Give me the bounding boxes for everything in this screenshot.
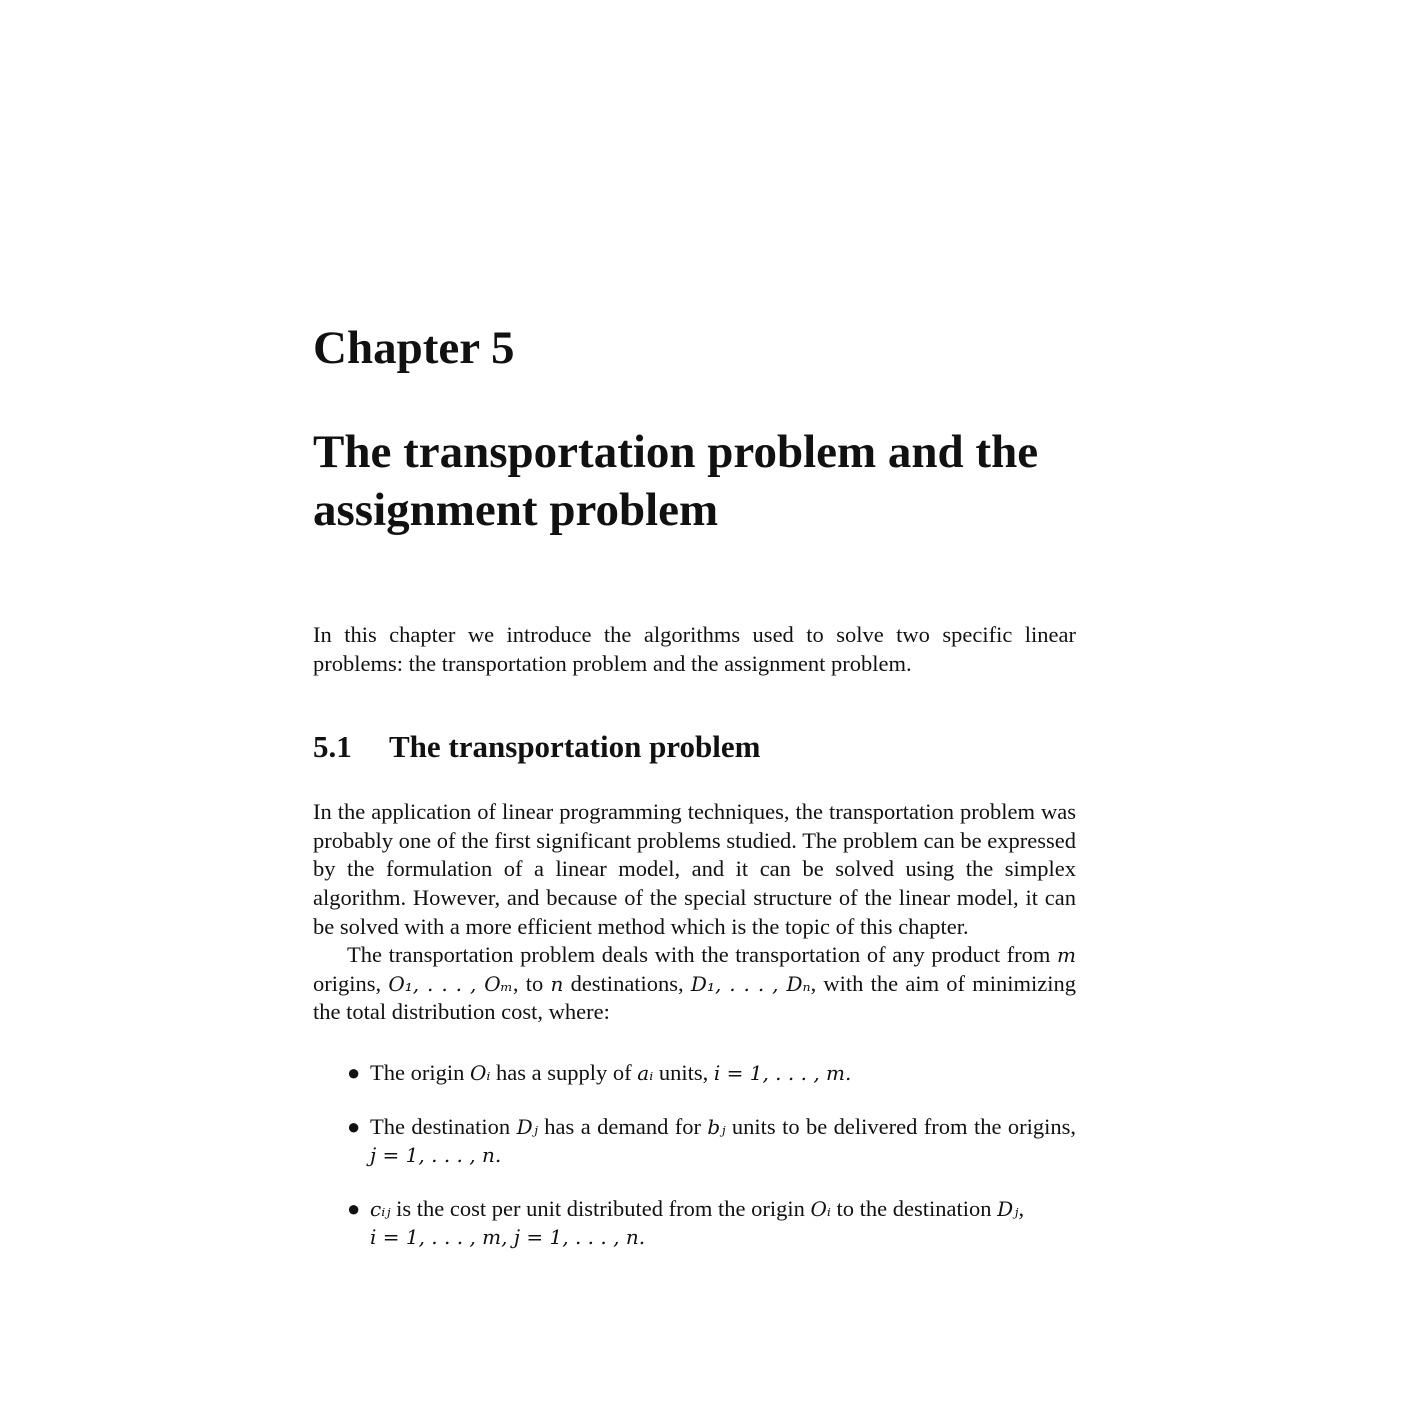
paragraph-2-text: , with the aim of minimizing the total distribution cost, where: (313, 970, 1076, 1025)
math-supply: aᵢ (637, 1060, 654, 1085)
chapter-intro: In this chapter we introduce the algorithms used to solve two specific linear problems: the transportation problem and the assignment problem. (313, 622, 1076, 676)
bullet-icon: ● (347, 1059, 361, 1085)
paragraph-2-text: origins, (313, 970, 389, 996)
paragraph-1: In the application of linear programming techniques, the transportation problem was probably one of the first significant problems studied. The problem can be expressed by the formulation of a linear model, and it can be solved using the simplex algorithm. However, and because of the special structure of the linear model, it can be solved with a more efficient method which is the topic of this chapter. (313, 799, 1076, 939)
list-item (313, 1059, 1076, 1088)
list-item-text: units to be delivered from the origins, (725, 1113, 1076, 1139)
paragraph-2-text: destinations, (563, 970, 691, 996)
math-destination: Dⱼ (997, 1196, 1019, 1221)
math-index-range: i = 1, . . . , m, j = 1, . . . , n. (370, 1225, 646, 1250)
paragraph-2-text: The transportation problem deals with the transportation of any product from (347, 942, 1051, 968)
list-item-text: has a supply of (490, 1059, 638, 1085)
list-item (313, 1113, 1076, 1170)
math-origin: Oᵢ (810, 1196, 831, 1221)
math-origin: Oᵢ (469, 1060, 491, 1085)
chapter-label: Chapter 5 (313, 322, 515, 374)
math-origins: O₁, . . . , Oₘ (388, 971, 513, 996)
math-demand: bⱼ (707, 1114, 726, 1139)
math-cost: cᵢⱼ (370, 1196, 391, 1221)
math-m: m (1057, 943, 1076, 968)
list-item (313, 1195, 1076, 1252)
section-number: 5.1 (313, 729, 352, 765)
section-heading (313, 728, 1076, 766)
math-index-range: i = 1, . . . , m. (713, 1060, 852, 1085)
list-item-text: The origin (370, 1059, 470, 1085)
paragraph-2-text: , to (512, 970, 551, 996)
math-destination: Dⱼ (516, 1114, 538, 1139)
list-item-text: , (1018, 1195, 1025, 1221)
bullet-icon: ● (347, 1113, 361, 1139)
definition-list (313, 1059, 1076, 1252)
chapter-title (313, 423, 1076, 539)
math-destinations: D₁, . . . , Dₙ (690, 971, 811, 996)
chapter-title-line2: assignment problem (313, 484, 719, 536)
list-item-text: is the cost per unit distributed from the origin (390, 1195, 811, 1221)
bullet-icon: ● (347, 1195, 361, 1221)
document-page (313, 320, 1076, 1277)
list-item-text: has a demand for (537, 1113, 708, 1139)
list-item-text: to the destination (830, 1195, 998, 1221)
math-index-range: j = 1, . . . , n. (370, 1143, 502, 1168)
chapter-title-line1: The transportation problem and the (313, 426, 1039, 478)
paragraph-2 (313, 941, 1076, 1027)
math-n: n (550, 971, 564, 996)
section-title: The transportation problem (389, 729, 761, 765)
list-item-text: The destination (370, 1113, 517, 1139)
list-item-text: units, (653, 1059, 714, 1085)
